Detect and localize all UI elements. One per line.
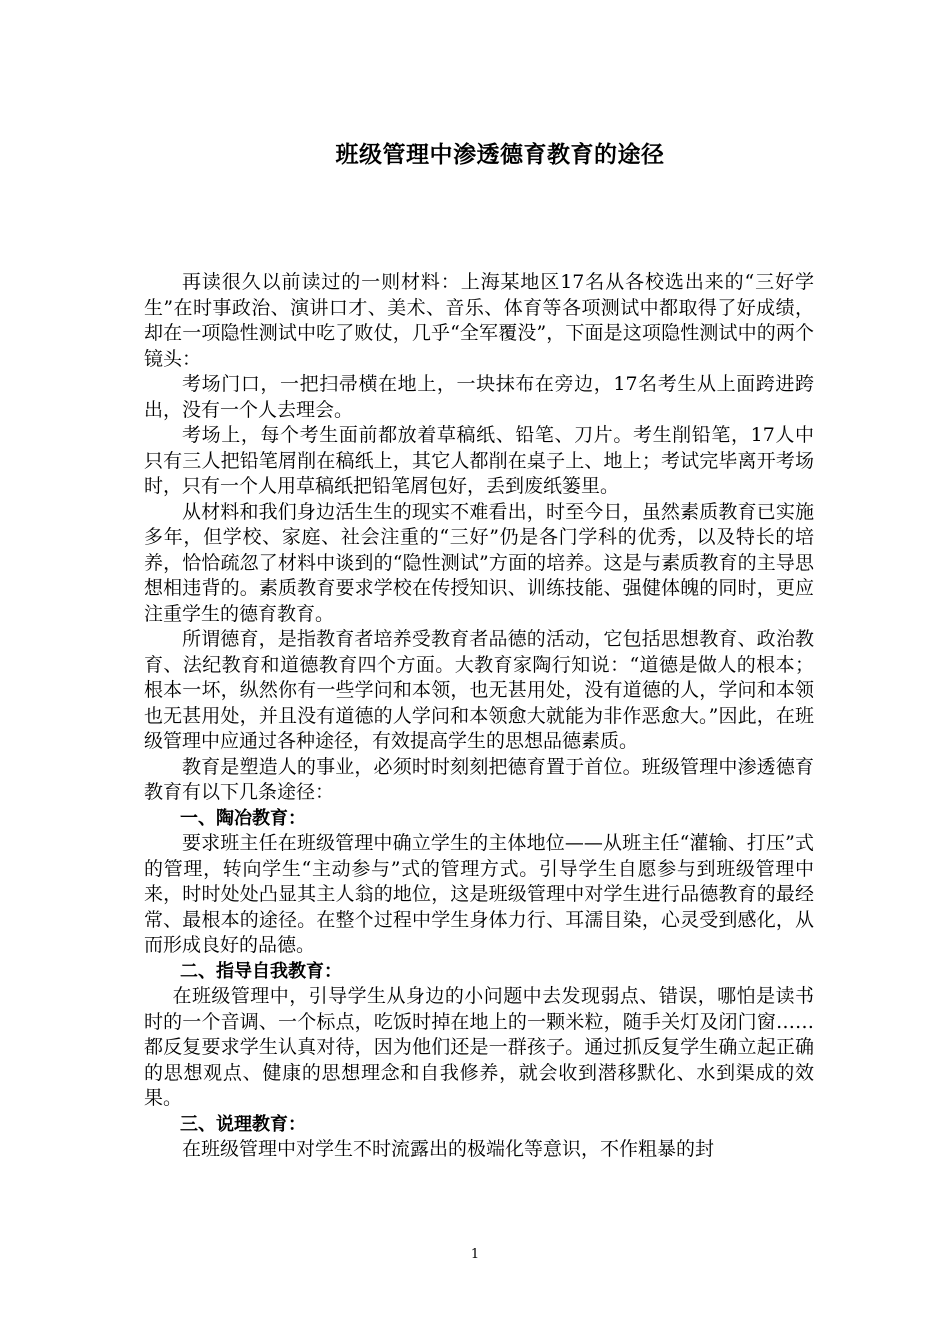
paragraph-intro: 再读很久以前读过的一则材料：上海某地区17名从各校选出来的“三好学生”在时事政治、演讲口才、美术、音乐、体育等各项测试中都取得了好成绩，却在一项隐性测试中吃了败仗，几乎“全军覆没”，下面是这项隐性测试中的两个镜头： (144, 271, 814, 370)
page-number: 1 (470, 1247, 480, 1262)
section-text-self-education: 在班级管理中，引导学生从身边的小问题中去发现弱点、错误，哪怕是读书时的一个音调、一个标点，吃饭时掉在地上的一颗米粒，随手关灯及闭门窗……都反复要求学生认真对待，因为他们还是一群孩子。通过抓反复学生确立起正确的思想观点、健康的思想理念和自我修养，就会收到潜移默化、水到渠成的效果。 (144, 985, 814, 1109)
document-title: 班级管理中渗透德育教育的途径 (335, 142, 665, 168)
paragraph-approaches-intro: 教育是塑造人的事业，必须时时刻刻把德育置于首位。班级管理中渗透德育教育有以下几条途径： (144, 755, 814, 803)
paragraph-analysis: 从材料和我们身边活生生的现实不难看出，时至今日，虽然素质教育已实施多年，但学校、家庭、社会注重的“三好”仍是各门学科的优秀，以及特长的培养，恰恰疏忽了材料中谈到的“隐性测试”方面的培养。这是与素质教育的主导思想相违背的。素质教育要求学校在传授知识、训练技能、强健体魄的同时，更应注重学生的德育教育。 (144, 500, 814, 625)
paragraph-scene-one: 考场门口，一把扫帚横在地上，一块抹布在旁边，17名考生从上面跨进跨出，没有一个人去理会。 (144, 373, 814, 421)
section-heading-reasoning: 三、说理教育： (180, 1113, 306, 1135)
section-text-cultivation: 要求班主任在班级管理中确立学生的主体地位——从班主任“灌输、打压”式的管理，转向学生“主动参与”式的管理方式。引导学生自愿参与到班级管理中来，时时处处凸显其主人翁的地位，这是班级管理中对学生进行品德教育的最经常、最根本的途径。在整个过程中学生身体力行、耳濡目染，心灵受到感化，从而形成良好的品德。 (144, 832, 814, 956)
section-text-reasoning: 在班级管理中对学生不时流露出的极端化等意识，不作粗暴的封 (182, 1138, 715, 1160)
paragraph-scene-two: 考场上，每个考生面前都放着草稿纸、铅笔、刀片。考生削铅笔，17人中只有三人把铅笔屑削在稿纸上，其它人都削在桌子上、地上；考试完毕离开考场时，只有一个人用草稿纸把铅笔屑包好，丢到废纸篓里。 (144, 424, 814, 497)
paragraph-moral-definition: 所谓德育，是指教育者培养受教育者品德的活动，它包括思想教育、政治教育、法纪教育和道德教育四个方面。大教育家陶行知说：“道德是做人的根本；根本一坏，纵然你有一些学问和本领，也无甚用处，没有道德的人，学问和本领也无甚用处，并且没有道德的人学问和本领愈大就能为非作恶愈大。”因此，在班级管理中应通过各种途径，有效提高学生的思想品德素质。 (144, 628, 814, 752)
document-body (144, 270, 814, 1163)
section-heading-self-education: 二、指导自我教育： (180, 960, 342, 982)
section-heading-cultivation: 一、陶冶教育： (180, 807, 306, 829)
